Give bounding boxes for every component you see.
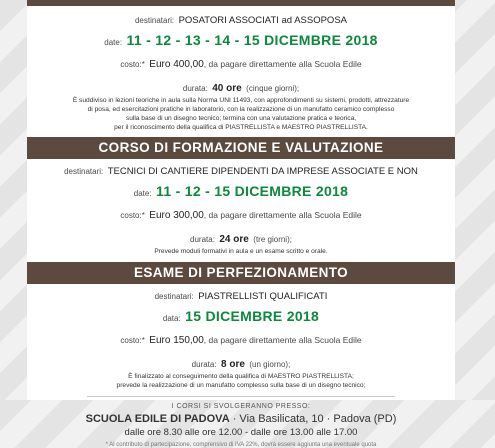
course1-desc-line: per il riconoscimento della qualifica di PIASTRELLISTA e MAESTRO PIASTRELLISTA. — [114, 124, 368, 131]
course1-date-label: date: — [104, 38, 123, 47]
course3-recipients: PIASTRELLISTI QUALIFICATI — [198, 291, 328, 302]
course3-date-label: data: — [162, 314, 181, 323]
course1-date-row — [27, 32, 455, 50]
venue-name: SCUOLA EDILE DI PADOVA — [85, 413, 230, 425]
course3-recipients-label: destinatari: — [154, 292, 194, 301]
course1-recipients-row — [27, 10, 455, 28]
course2-recipients-label: destinatari: — [64, 167, 104, 176]
course3-dates: 15 DICEMBRE 2018 — [185, 308, 320, 324]
course3-duration: 8 ore — [221, 359, 245, 370]
course2-cost-note: , da pagare direttamente alla Scuola Edile — [203, 210, 362, 220]
course3-duration-row — [27, 354, 455, 372]
course1-duration-note: (cinque giorni); — [246, 84, 300, 93]
course1-cost-note: , da pagare direttamente alla Scuola Edile — [203, 59, 362, 69]
course2-duration-row — [27, 229, 455, 247]
course2-title-bar: CORSO DI FORMAZIONE E VALUTAZIONE — [27, 137, 455, 159]
course3-recipients-row — [27, 286, 455, 304]
venue-footnote: * Al contributo di partecipazione, comprensivo di IVA 22%, dovrà essere aggiunta una eventuale quota — [105, 442, 377, 448]
course3-desc-line: È finalizzato al conseguimento della qualifica di MAESTRO PIASTRELLISTA; — [128, 373, 354, 380]
course1-duration: 40 ore — [212, 83, 242, 94]
course1-cost-row — [27, 54, 455, 72]
course2-dates: 11 - 12 - 15 DICEMBRE 2018 — [156, 183, 349, 199]
course3-section — [27, 286, 455, 390]
course2-date-label: date: — [133, 189, 152, 198]
venue-heading: I CORSI SI SVOLGERANNO PRESSO: — [171, 403, 311, 410]
course1-dates: 11 - 12 - 13 - 14 - 15 DICEMBRE 2018 — [126, 32, 378, 48]
course3-desc-line: prevede la realizzazione di un manufatto complesso sulla base di un disegno tecnico; — [116, 382, 366, 389]
course2-recipients-row — [27, 161, 455, 179]
course1-duration-label: durata: — [182, 84, 208, 93]
course2-desc-line: Prevede moduli formativi in aula e un esame scritto e orale. — [154, 248, 328, 255]
course3-date-row — [27, 308, 455, 326]
divider — [87, 396, 395, 397]
venue-hours: dalle ore 8.30 alle ore 12.00 - dalle ore 13.00 alle 17.00 — [124, 427, 358, 438]
course3-duration-label: durata: — [191, 360, 217, 369]
course3-duration-note: (un giorno); — [249, 360, 291, 369]
course3-title-bar: ESAME DI PERFEZIONAMENTO — [27, 262, 455, 284]
course2-duration-label: durata: — [190, 235, 215, 244]
course2-cost-label: costo:* — [120, 211, 145, 220]
course2-date-row — [27, 183, 455, 201]
venue-section — [27, 403, 455, 448]
course1-description — [27, 96, 455, 132]
course3-cost-row — [27, 330, 455, 348]
course3-description — [27, 372, 455, 390]
course1-desc-line: sulla base di un disegno tecnico; termina con una valutazione pratica e teorica, — [125, 115, 357, 122]
course2-duration: 24 ore — [219, 234, 249, 245]
course1-desc-line: di posa, ed esercitazioni pratiche in laboratorio, con la realizzazione di un manufatto ceramico complesso — [87, 106, 395, 113]
course2-cost: Euro 300,00 — [149, 210, 204, 221]
course1-desc-line: È suddiviso in lezioni teoriche in aula sulla Norma UNI 11493, con approfondimenti su sistemi, prodotti, attrezzature — [72, 97, 410, 104]
course1-recipients: POSATORI ASSOCIATI ad ASSOPOSA — [178, 15, 347, 26]
course2-description — [27, 247, 455, 256]
course1-section — [27, 6, 455, 132]
venue-address: · Via Basilicata, 10 · Padova (PD) — [229, 413, 397, 425]
course2-section — [27, 161, 455, 256]
course1-cost-label: costo:* — [120, 60, 145, 69]
flyer-sheet — [27, 0, 455, 448]
course3-cost-note: , da pagare direttamente alla Scuola Edile — [203, 335, 362, 345]
course3-cost: Euro 150,00 — [149, 335, 204, 346]
course2-recipients: TECNICI DI CANTIERE DIPENDENTI DA IMPRESE ASSOCIATE E NON — [107, 166, 418, 177]
course2-cost-row — [27, 205, 455, 223]
course1-cost: Euro 400,00 — [149, 59, 204, 70]
course3-cost-label: costo:* — [120, 336, 145, 345]
course1-recipients-label: destinatari: — [134, 16, 175, 25]
course2-duration-note: (tre giorni); — [253, 235, 292, 244]
course1-duration-row — [27, 78, 455, 96]
venue-line — [27, 413, 455, 425]
